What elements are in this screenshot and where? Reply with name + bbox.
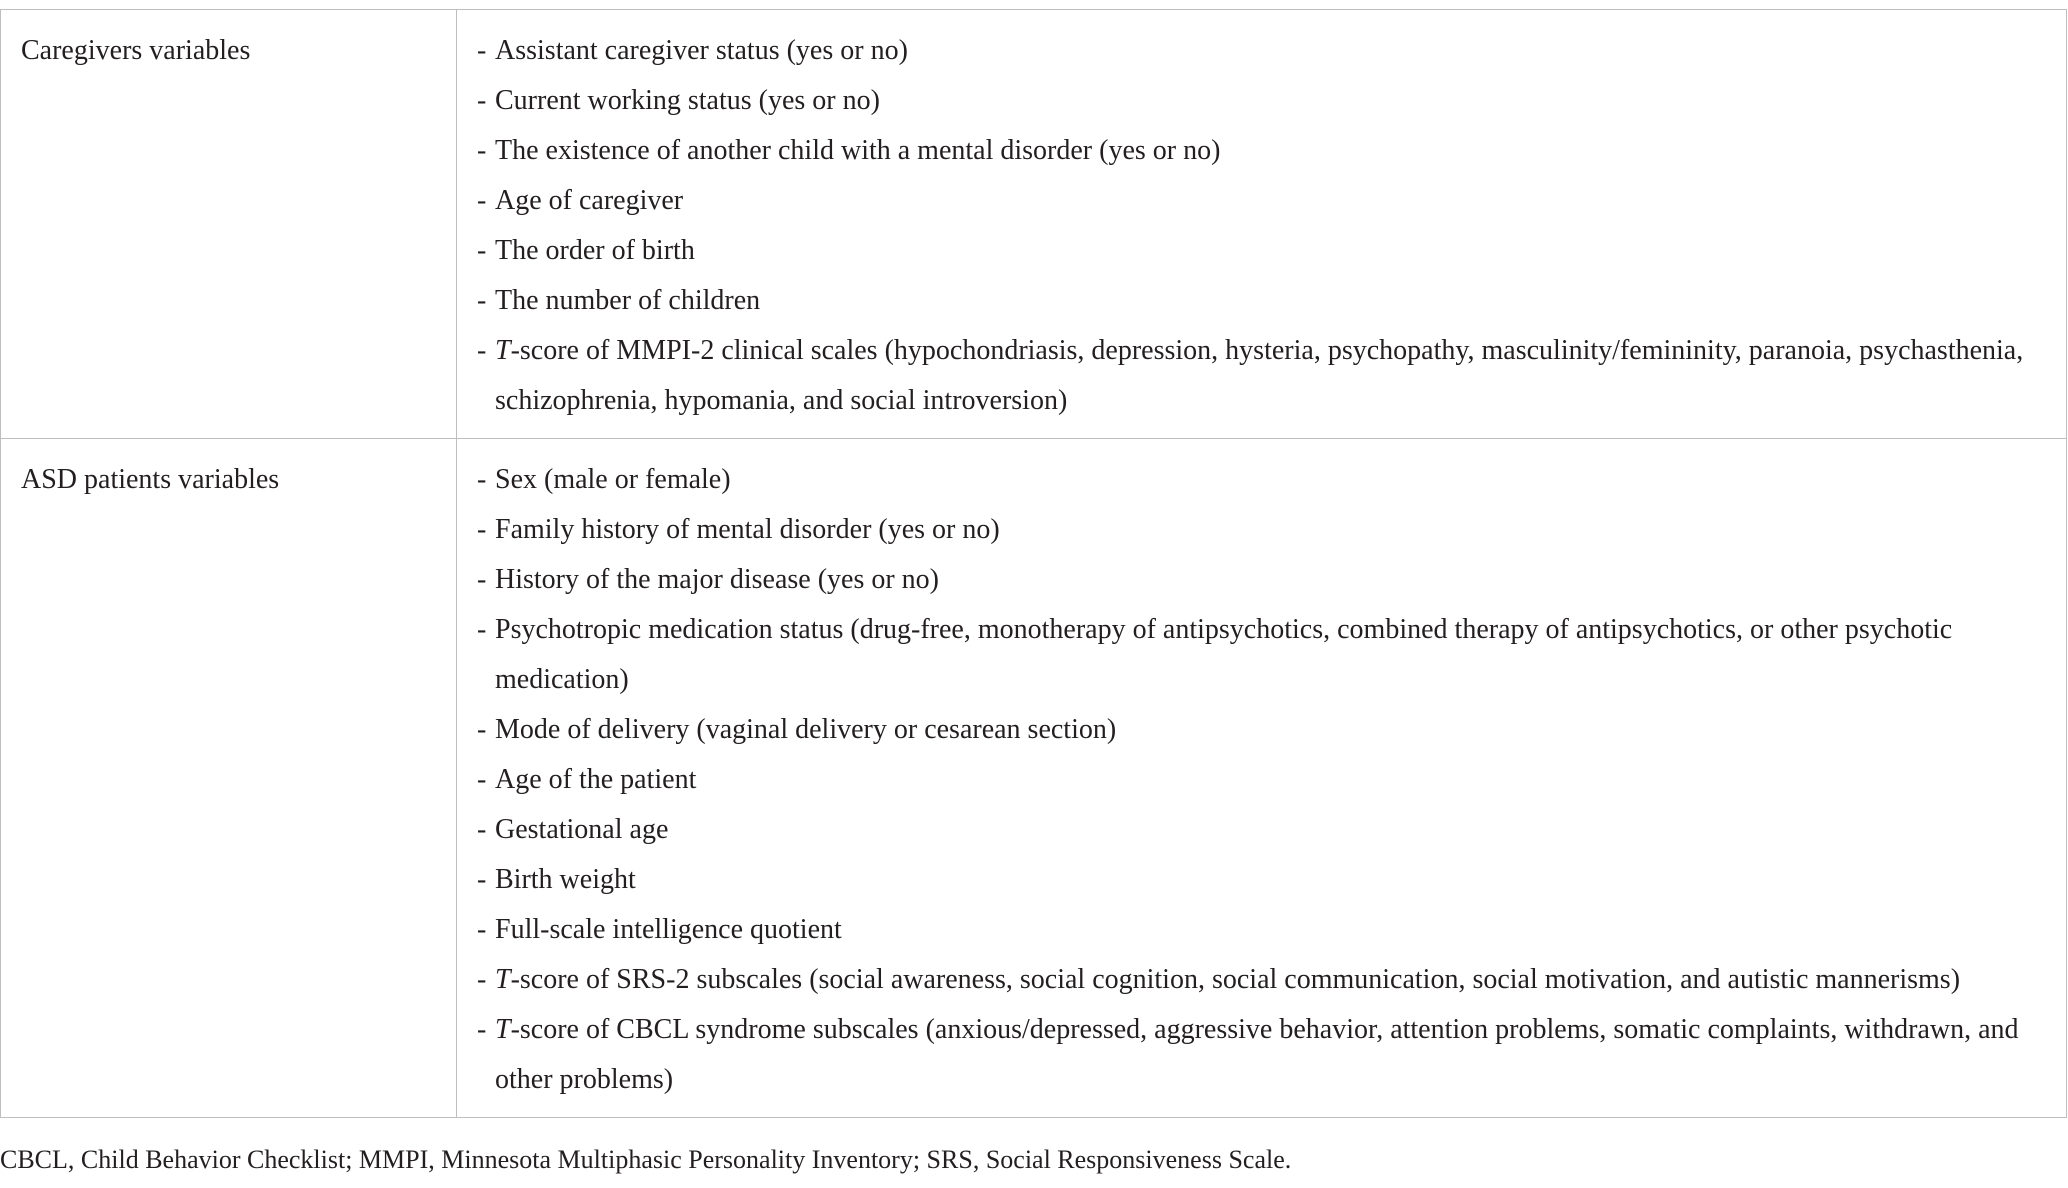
item-text: Birth weight	[495, 864, 636, 895]
table-footnote: CBCL, Child Behavior Checklist; MMPI, Minnesota Multiphasic Personality Inventory; SRS, Social Responsiveness Scale.	[0, 1145, 1292, 1174]
item-text: The order of birth	[495, 235, 695, 266]
item-text: The number of children	[495, 285, 761, 316]
list-item: - The existence of another child with a mental disorder (yes or no)	[477, 135, 1221, 166]
list-item: - Age of the patient	[477, 764, 697, 795]
list-item: - Full-scale intelligence quotient	[477, 914, 842, 945]
list-item: - Family history of mental disorder (yes or no)	[477, 514, 1000, 545]
item-text: -score of CBCL syndrome subscales (anxious/depressed, aggressive behavior, attention problems, somatic complaints, withdrawn, and other problems)	[495, 1014, 2019, 1095]
list-item: - T-score of SRS-2 subscales (social awareness, social cognition, social communication, social motivation, and autistic mannerisms)	[477, 964, 1961, 995]
list-item: - Sex (male or female)	[477, 464, 731, 495]
list-item: - Assistant caregiver status (yes or no)	[477, 35, 908, 66]
item-text: The existence of another child with a mental disorder (yes or no)	[495, 135, 1221, 166]
row-label: Caregivers variables	[1, 10, 457, 439]
italic-prefix: T	[495, 1014, 511, 1045]
list-item: - The order of birth	[477, 235, 695, 266]
item-text: Psychotropic medication status (drug-free, monotherapy of antipsychotics, combined therapy of antipsychotics, or other psychotic medication)	[495, 614, 1953, 695]
row-items	[457, 439, 2067, 1118]
item-text: -score of SRS-2 subscales (social awareness, social cognition, social communication, social motivation, and autistic mannerisms)	[510, 964, 1961, 995]
list-item: - History of the major disease (yes or no)	[477, 564, 939, 595]
list-item: - Current working status (yes or no)	[477, 85, 880, 116]
italic-prefix: T	[495, 335, 511, 366]
table-row-asd-patients	[1, 439, 2067, 1118]
item-text: Mode of delivery (vaginal delivery or cesarean section)	[495, 714, 1117, 745]
table-row-caregivers	[1, 10, 2067, 439]
variables-table	[0, 9, 2067, 1118]
item-text: Assistant caregiver status (yes or no)	[495, 35, 908, 66]
item-text: Sex (male or female)	[495, 464, 731, 495]
item-text: Age of the patient	[495, 764, 697, 795]
list-item: - Psychotropic medication status (drug-free, monotherapy of antipsychotics, combined therapy of antipsychotics, or other psychotic medication)	[477, 614, 1953, 695]
list-item: - T-score of MMPI-2 clinical scales (hypochondriasis, depression, hysteria, psychopathy, masculinity/femininity, paranoia, psychasthenia, schizophrenia, hypomania, and social introversion)	[477, 335, 2024, 416]
row-label: ASD patients variables	[1, 439, 457, 1118]
list-item: - T-score of CBCL syndrome subscales (anxious/depressed, aggressive behavior, attention problems, somatic complaints, withdrawn, and other problems)	[477, 1014, 2019, 1095]
item-text: History of the major disease (yes or no)	[495, 564, 939, 595]
row-items	[457, 10, 2067, 439]
item-text: -score of MMPI-2 clinical scales (hypochondriasis, depression, hysteria, psychopathy, masculinity/femininity, paranoia, psychasthenia, schizophrenia, hypomania, and social introversion)	[495, 335, 2024, 416]
list-item: - The number of children	[477, 285, 761, 316]
list-item: - Gestational age	[477, 814, 669, 845]
item-text: Age of caregiver	[495, 185, 684, 216]
list-item: - Age of caregiver	[477, 185, 684, 216]
list-item: - Birth weight	[477, 864, 636, 895]
list-item: - Mode of delivery (vaginal delivery or cesarean section)	[477, 714, 1117, 745]
item-text: Family history of mental disorder (yes or no)	[495, 514, 1000, 545]
italic-prefix: T	[495, 964, 511, 995]
item-text: Full-scale intelligence quotient	[495, 914, 842, 945]
item-text: Gestational age	[495, 814, 669, 845]
item-text: Current working status (yes or no)	[495, 85, 880, 116]
